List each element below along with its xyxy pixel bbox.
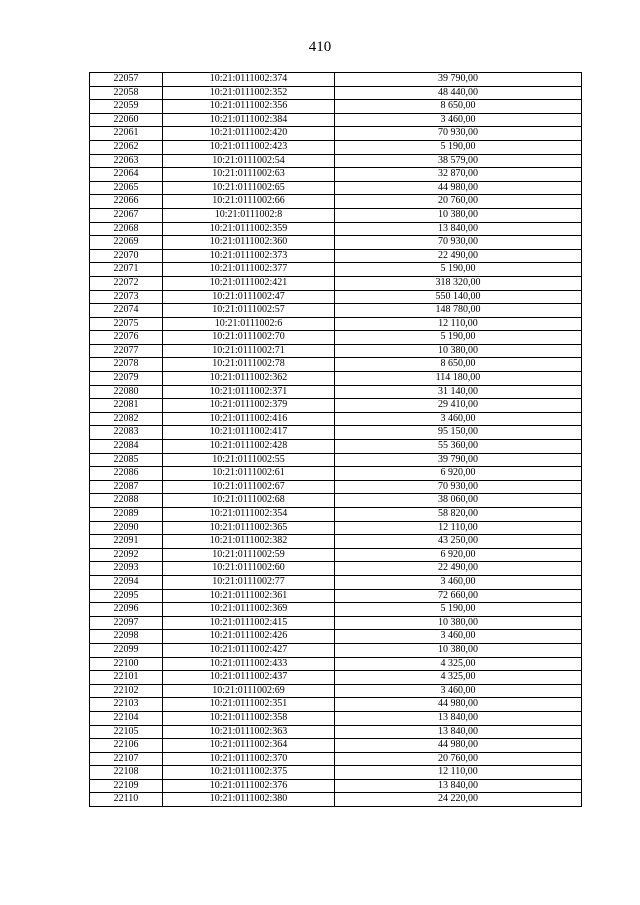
- table-row: [90, 657, 582, 671]
- row-number-cell: 22060: [90, 113, 163, 127]
- table-row: [90, 304, 582, 318]
- value-cell: 4 325,00: [335, 657, 582, 671]
- value-cell: 13 840,00: [335, 222, 582, 236]
- table-row: [90, 535, 582, 549]
- value-cell: 38 060,00: [335, 494, 582, 508]
- row-number-cell: 22065: [90, 181, 163, 195]
- value-cell: 550 140,00: [335, 290, 582, 304]
- table-row: [90, 195, 582, 209]
- row-number-cell: 22093: [90, 562, 163, 576]
- row-number-cell: 22081: [90, 399, 163, 413]
- row-number-cell: 22100: [90, 657, 163, 671]
- cadastral-number-cell: 10:21:0111002:377: [163, 263, 335, 277]
- table-row: [90, 752, 582, 766]
- row-number-cell: 22061: [90, 127, 163, 141]
- row-number-cell: 22057: [90, 73, 163, 87]
- value-cell: 29 410,00: [335, 399, 582, 413]
- value-cell: 70 930,00: [335, 236, 582, 250]
- value-cell: 12 110,00: [335, 521, 582, 535]
- value-cell: 95 150,00: [335, 426, 582, 440]
- row-number-cell: 22076: [90, 331, 163, 345]
- table-row: [90, 399, 582, 413]
- value-cell: 4 325,00: [335, 671, 582, 685]
- table-row: [90, 508, 582, 522]
- table-row: [90, 779, 582, 793]
- value-cell: 70 930,00: [335, 480, 582, 494]
- value-cell: 13 840,00: [335, 711, 582, 725]
- row-number-cell: 22102: [90, 684, 163, 698]
- table-row: [90, 739, 582, 753]
- row-number-cell: 22091: [90, 535, 163, 549]
- value-cell: 5 190,00: [335, 263, 582, 277]
- value-cell: 43 250,00: [335, 535, 582, 549]
- table-row: [90, 766, 582, 780]
- row-number-cell: 22096: [90, 603, 163, 617]
- cadastral-number-cell: 10:21:0111002:420: [163, 127, 335, 141]
- page-number: 410: [308, 39, 332, 55]
- table-row: [90, 222, 582, 236]
- cadastral-number-cell: 10:21:0111002:70: [163, 331, 335, 345]
- value-cell: 10 380,00: [335, 344, 582, 358]
- value-cell: 3 460,00: [335, 684, 582, 698]
- row-number-cell: 22083: [90, 426, 163, 440]
- table-row: [90, 494, 582, 508]
- cadastral-number-cell: 10:21:0111002:371: [163, 385, 335, 399]
- cadastral-number-cell: 10:21:0111002:373: [163, 249, 335, 263]
- row-number-cell: 22105: [90, 725, 163, 739]
- cadastral-number-cell: 10:21:0111002:66: [163, 195, 335, 209]
- cadastral-number-cell: 10:21:0111002:71: [163, 344, 335, 358]
- value-cell: 38 579,00: [335, 154, 582, 168]
- row-number-cell: 22067: [90, 208, 163, 222]
- value-cell: 148 780,00: [335, 304, 582, 318]
- value-cell: 318 320,00: [335, 276, 582, 290]
- row-number-cell: 22101: [90, 671, 163, 685]
- row-number-cell: 22068: [90, 222, 163, 236]
- table-row: [90, 249, 582, 263]
- value-cell: 5 190,00: [335, 140, 582, 154]
- value-cell: 8 650,00: [335, 358, 582, 372]
- row-number-cell: 22099: [90, 643, 163, 657]
- table-row: [90, 643, 582, 657]
- cadastral-number-cell: 10:21:0111002:363: [163, 725, 335, 739]
- row-number-cell: 22082: [90, 412, 163, 426]
- table-row: [90, 453, 582, 467]
- value-cell: 3 460,00: [335, 412, 582, 426]
- row-number-cell: 22106: [90, 739, 163, 753]
- table-row: [90, 236, 582, 250]
- table-row: [90, 671, 582, 685]
- cadastral-number-cell: 10:21:0111002:8: [163, 208, 335, 222]
- value-cell: 22 490,00: [335, 249, 582, 263]
- value-cell: 10 380,00: [335, 616, 582, 630]
- value-cell: 48 440,00: [335, 86, 582, 100]
- row-number-cell: 22079: [90, 372, 163, 386]
- cadastral-number-cell: 10:21:0111002:65: [163, 181, 335, 195]
- value-cell: 10 380,00: [335, 643, 582, 657]
- cadastral-number-cell: 10:21:0111002:358: [163, 711, 335, 725]
- cadastral-number-cell: 10:21:0111002:379: [163, 399, 335, 413]
- cadastral-number-cell: 10:21:0111002:356: [163, 100, 335, 114]
- row-number-cell: 22094: [90, 575, 163, 589]
- cadastral-number-cell: 10:21:0111002:421: [163, 276, 335, 290]
- value-cell: 44 980,00: [335, 739, 582, 753]
- row-number-cell: 22075: [90, 317, 163, 331]
- cadastral-number-cell: 10:21:0111002:360: [163, 236, 335, 250]
- row-number-cell: 22066: [90, 195, 163, 209]
- table-row: [90, 181, 582, 195]
- cadastral-number-cell: 10:21:0111002:375: [163, 766, 335, 780]
- cadastral-number-cell: 10:21:0111002:67: [163, 480, 335, 494]
- cadastral-number-cell: 10:21:0111002:57: [163, 304, 335, 318]
- table-row: [90, 113, 582, 127]
- row-number-cell: 22062: [90, 140, 163, 154]
- table-row: [90, 412, 582, 426]
- row-number-cell: 22073: [90, 290, 163, 304]
- row-number-cell: 22098: [90, 630, 163, 644]
- row-number-cell: 22108: [90, 766, 163, 780]
- table-row: [90, 263, 582, 277]
- cadastral-number-cell: 10:21:0111002:68: [163, 494, 335, 508]
- value-cell: 5 190,00: [335, 603, 582, 617]
- value-cell: 5 190,00: [335, 331, 582, 345]
- table-row: [90, 698, 582, 712]
- table-body: [90, 73, 582, 807]
- row-number-cell: 22086: [90, 467, 163, 481]
- table-row: [90, 372, 582, 386]
- table-row: [90, 711, 582, 725]
- table-row: [90, 100, 582, 114]
- value-cell: 12 110,00: [335, 766, 582, 780]
- table-row: [90, 616, 582, 630]
- row-number-cell: 22069: [90, 236, 163, 250]
- cadastral-number-cell: 10:21:0111002:55: [163, 453, 335, 467]
- table-row: [90, 385, 582, 399]
- row-number-cell: 22103: [90, 698, 163, 712]
- value-cell: 12 110,00: [335, 317, 582, 331]
- row-number-cell: 22085: [90, 453, 163, 467]
- cadastral-number-cell: 10:21:0111002:415: [163, 616, 335, 630]
- cadastral-number-cell: 10:21:0111002:352: [163, 86, 335, 100]
- value-cell: 39 790,00: [335, 453, 582, 467]
- value-cell: 55 360,00: [335, 440, 582, 454]
- cadastral-number-cell: 10:21:0111002:416: [163, 412, 335, 426]
- cadastral-number-cell: 10:21:0111002:47: [163, 290, 335, 304]
- row-number-cell: 22074: [90, 304, 163, 318]
- row-number-cell: 22078: [90, 358, 163, 372]
- table-row: [90, 140, 582, 154]
- value-cell: 20 760,00: [335, 195, 582, 209]
- cadastral-number-cell: 10:21:0111002:59: [163, 548, 335, 562]
- table-row: [90, 603, 582, 617]
- cadastral-value-table: [89, 72, 582, 807]
- value-cell: 58 820,00: [335, 508, 582, 522]
- cadastral-number-cell: 10:21:0111002:351: [163, 698, 335, 712]
- table-row: [90, 684, 582, 698]
- cadastral-number-cell: 10:21:0111002:417: [163, 426, 335, 440]
- cadastral-number-cell: 10:21:0111002:354: [163, 508, 335, 522]
- table-row: [90, 725, 582, 739]
- cadastral-number-cell: 10:21:0111002:376: [163, 779, 335, 793]
- cadastral-number-cell: 10:21:0111002:384: [163, 113, 335, 127]
- value-cell: 20 760,00: [335, 752, 582, 766]
- cadastral-number-cell: 10:21:0111002:77: [163, 575, 335, 589]
- row-number-cell: 22089: [90, 508, 163, 522]
- cadastral-number-cell: 10:21:0111002:361: [163, 589, 335, 603]
- table-row: [90, 276, 582, 290]
- row-number-cell: 22063: [90, 154, 163, 168]
- value-cell: 39 790,00: [335, 73, 582, 87]
- table-row: [90, 548, 582, 562]
- value-cell: 44 980,00: [335, 181, 582, 195]
- table-row: [90, 154, 582, 168]
- table-row: [90, 793, 582, 807]
- cadastral-number-cell: 10:21:0111002:382: [163, 535, 335, 549]
- cadastral-number-cell: 10:21:0111002:63: [163, 168, 335, 182]
- row-number-cell: 22058: [90, 86, 163, 100]
- row-number-cell: 22104: [90, 711, 163, 725]
- cadastral-number-cell: 10:21:0111002:78: [163, 358, 335, 372]
- table-row: [90, 344, 582, 358]
- table-row: [90, 290, 582, 304]
- value-cell: 31 140,00: [335, 385, 582, 399]
- table-row: [90, 331, 582, 345]
- row-number-cell: 22110: [90, 793, 163, 807]
- cadastral-number-cell: 10:21:0111002:370: [163, 752, 335, 766]
- cadastral-number-cell: 10:21:0111002:359: [163, 222, 335, 236]
- table-row: [90, 575, 582, 589]
- table-row: [90, 480, 582, 494]
- cadastral-number-cell: 10:21:0111002:60: [163, 562, 335, 576]
- row-number-cell: 22097: [90, 616, 163, 630]
- value-cell: 114 180,00: [335, 372, 582, 386]
- cadastral-number-cell: 10:21:0111002:365: [163, 521, 335, 535]
- row-number-cell: 22090: [90, 521, 163, 535]
- table-row: [90, 208, 582, 222]
- row-number-cell: 22071: [90, 263, 163, 277]
- value-cell: 3 460,00: [335, 113, 582, 127]
- value-cell: 32 870,00: [335, 168, 582, 182]
- cadastral-number-cell: 10:21:0111002:69: [163, 684, 335, 698]
- row-number-cell: 22109: [90, 779, 163, 793]
- table-row: [90, 630, 582, 644]
- row-number-cell: 22070: [90, 249, 163, 263]
- cadastral-number-cell: 10:21:0111002:437: [163, 671, 335, 685]
- row-number-cell: 22072: [90, 276, 163, 290]
- cadastral-number-cell: 10:21:0111002:426: [163, 630, 335, 644]
- table-row: [90, 562, 582, 576]
- value-cell: 24 220,00: [335, 793, 582, 807]
- cadastral-number-cell: 10:21:0111002:61: [163, 467, 335, 481]
- cadastral-number-cell: 10:21:0111002:54: [163, 154, 335, 168]
- value-cell: 13 840,00: [335, 725, 582, 739]
- cadastral-number-cell: 10:21:0111002:427: [163, 643, 335, 657]
- row-number-cell: 22107: [90, 752, 163, 766]
- cadastral-number-cell: 10:21:0111002:6: [163, 317, 335, 331]
- value-cell: 70 930,00: [335, 127, 582, 141]
- cadastral-number-cell: 10:21:0111002:380: [163, 793, 335, 807]
- value-cell: 44 980,00: [335, 698, 582, 712]
- cadastral-number-cell: 10:21:0111002:423: [163, 140, 335, 154]
- cadastral-number-cell: 10:21:0111002:369: [163, 603, 335, 617]
- table-row: [90, 73, 582, 87]
- table-row: [90, 168, 582, 182]
- value-cell: 13 840,00: [335, 779, 582, 793]
- row-number-cell: 22064: [90, 168, 163, 182]
- cadastral-number-cell: 10:21:0111002:362: [163, 372, 335, 386]
- cadastral-number-cell: 10:21:0111002:433: [163, 657, 335, 671]
- table-row: [90, 521, 582, 535]
- table-row: [90, 467, 582, 481]
- table-row: [90, 358, 582, 372]
- table-row: [90, 426, 582, 440]
- table-row: [90, 440, 582, 454]
- value-cell: 10 380,00: [335, 208, 582, 222]
- row-number-cell: 22084: [90, 440, 163, 454]
- value-cell: 6 920,00: [335, 467, 582, 481]
- row-number-cell: 22080: [90, 385, 163, 399]
- value-cell: 8 650,00: [335, 100, 582, 114]
- table-row: [90, 86, 582, 100]
- row-number-cell: 22092: [90, 548, 163, 562]
- value-cell: 6 920,00: [335, 548, 582, 562]
- value-cell: 72 660,00: [335, 589, 582, 603]
- table-row: [90, 317, 582, 331]
- value-cell: 3 460,00: [335, 575, 582, 589]
- row-number-cell: 22095: [90, 589, 163, 603]
- table-row: [90, 589, 582, 603]
- value-cell: 3 460,00: [335, 630, 582, 644]
- row-number-cell: 22059: [90, 100, 163, 114]
- cadastral-number-cell: 10:21:0111002:364: [163, 739, 335, 753]
- cadastral-number-cell: 10:21:0111002:428: [163, 440, 335, 454]
- row-number-cell: 22077: [90, 344, 163, 358]
- table-row: [90, 127, 582, 141]
- row-number-cell: 22087: [90, 480, 163, 494]
- row-number-cell: 22088: [90, 494, 163, 508]
- value-cell: 22 490,00: [335, 562, 582, 576]
- cadastral-number-cell: 10:21:0111002:374: [163, 73, 335, 87]
